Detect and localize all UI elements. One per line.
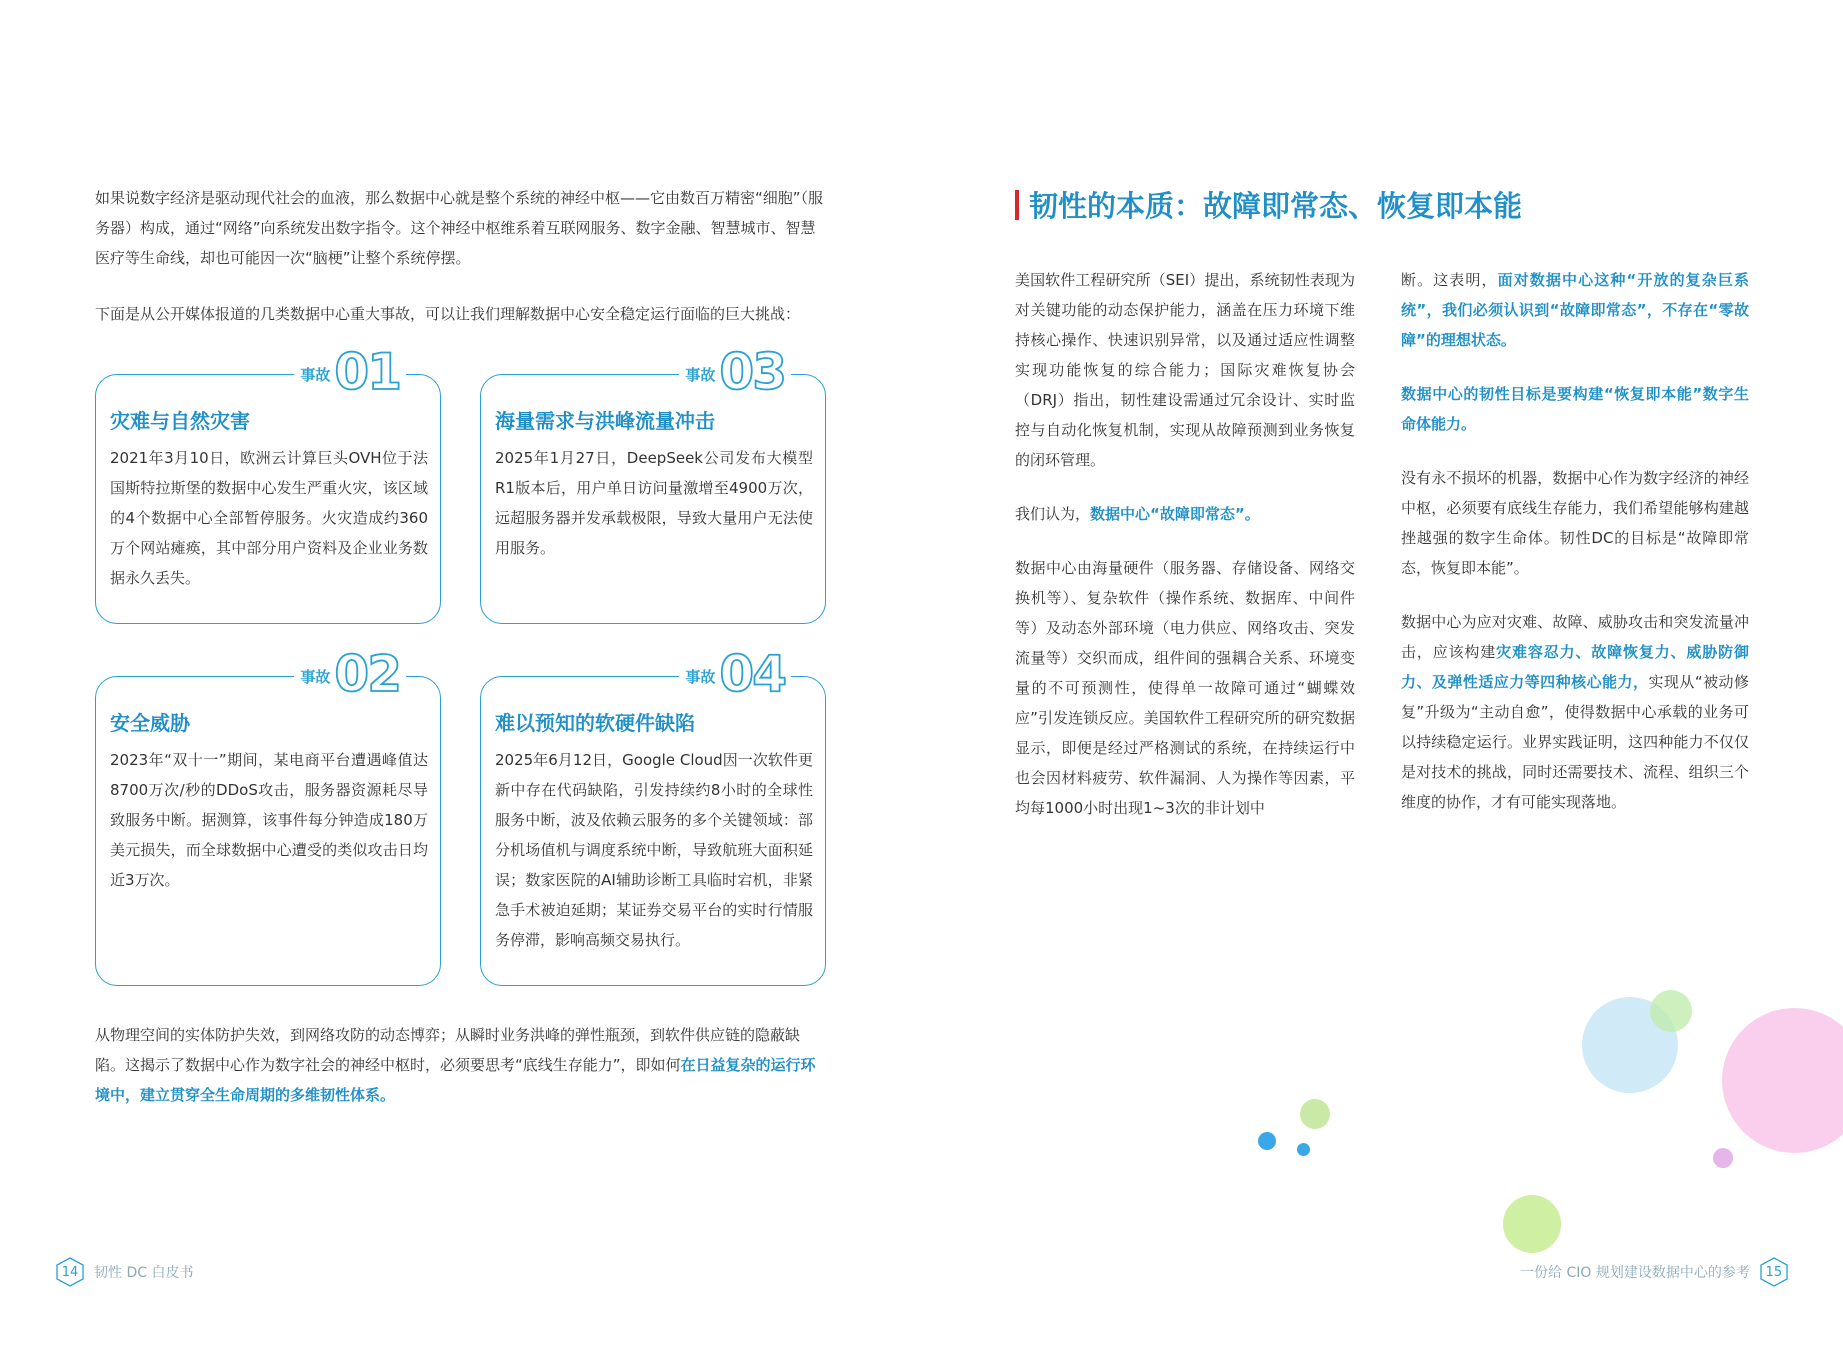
title-accent-bar (1015, 190, 1019, 220)
col2-paragraph-4 (1401, 607, 1749, 817)
left-page (0, 0, 921, 1346)
conclusion-text: 从物理空间的实体防护失效，到网络攻防的动态博弈；从瞬时业务洪峰的弹性瓶颈，到软件供应链的隐蔽缺陷。这揭示了数据中心作为数字社会的神经中枢时，必须要思考“底线生存能力”，即如何 (95, 1026, 801, 1074)
incident-title: 难以预知的软硬件缺陷 (495, 711, 695, 735)
incident-tag-label: 事故 (300, 366, 331, 384)
incident-card-03 (480, 343, 826, 624)
page-number-badge (56, 1257, 84, 1287)
right-column-2 (1401, 265, 1749, 841)
col1-paragraph-1: 美国软件工程研究所（SEI）提出，系统韧性表现为对关键功能的动态保护能力，涵盖在压力环境下维持核心操作、快速识别异常，以及通过适应性调整实现功能恢复的综合能力；国际灾难恢复协会（DRJ）指出，韧性建设需通过冗余设计、实时监控与自动化恢复机制，实现从故障预测到业务恢复的闭环管理。 (1015, 271, 1355, 469)
col2-paragraph-2: 数据中心的韧性目标是要构建“恢复即本能”数字生命体能力。 (1401, 385, 1749, 433)
footer-title: 韧性 DC 白皮书 (94, 1265, 194, 1281)
incident-title: 安全威胁 (110, 711, 190, 735)
col2-p4-text-post: 实现从“被动修复”升级为“主动自愈”，使得数据中心承载的业务可以持续稳定运行。业界实践证明，这四种能力不仅仅是对技术的挑战，同时还需要技术、流程、组织三个维度的协作，才有可能实现落地。 (1401, 673, 1749, 811)
incident-number: 03 (719, 343, 785, 401)
conclusion-highlight: 在日益复杂的运行环境中，建立贯穿全生命周期的多维韧性体系。 (95, 1056, 816, 1104)
footer-title: 一份给 CIO 规划建设数据中心的参考 (1520, 1265, 1750, 1281)
incident-text: 2021年3月10日，欧洲云计算巨头OVH位于法国斯特拉斯堡的数据中心发生严重火灾，该区域的4个数据中心全部暂停服务。火灾造成约360万个网站瘫痪，其中部分用户资料及企业业务数据永久丢失。 (110, 449, 428, 587)
incident-text: 2025年6月12日，Google Cloud因一次软件更新中存在代码缺陷，引发持续约8小时的全球性服务中断，波及依赖云服务的多个关键领域：部分机场值机与调度系统中断，导致航班大面积延误；数家医院的AI辅助诊断工具临时宕机，非紧急手术被迫延期；某证券交易平台的实时行情服务停滞，影响高频交易执行。 (495, 751, 813, 949)
incident-card-04 (480, 645, 826, 986)
incident-title: 海量需求与洪峰流量冲击 (495, 409, 715, 433)
decorative-bubble (1297, 1143, 1310, 1156)
incident-title: 灾难与自然灾害 (110, 409, 250, 433)
incident-tag-label: 事故 (300, 668, 331, 686)
incident-card-01 (95, 343, 441, 624)
incident-text: 2023年“双十一”期间，某电商平台遭遇峰值达8700万次/秒的DDoS攻击，服务器资源耗尽导致服务中断。据测算，该事件每分钟造成180万美元损失，而全球数据中心遭受的类似攻击日均近3万次。 (110, 751, 428, 889)
decorative-bubble (1258, 1132, 1276, 1150)
incident-text: 2025年1月27日，DeepSeek公司发布大模型R1版本后，用户单日访问量激增至4900万次，远超服务器并发承载极限，导致大量用户无法使用服务。 (495, 449, 813, 557)
decorative-bubble (1300, 1099, 1330, 1129)
col1-p2-text: 我们认为， (1015, 505, 1091, 523)
page-number-badge (1760, 1257, 1788, 1287)
lead-paragraph: 下面是从公开媒体报道的几类数据中心重大事故，可以让我们理解数据中心安全稳定运行面临的巨大挑战： (95, 305, 801, 323)
incident-number: 02 (334, 645, 400, 703)
col2-paragraph-1 (1401, 265, 1749, 355)
incident-number: 04 (719, 645, 785, 703)
incident-number: 01 (334, 343, 400, 401)
left-footer (56, 1257, 193, 1287)
decorative-bubble (1713, 1148, 1733, 1168)
decorative-bubble (1650, 990, 1692, 1032)
col2-p1-highlight: 面对数据中心这种“开放的复杂巨系统”，我们必须认识到“故障即常态”，不存在“零故障”的理想状态。 (1401, 271, 1749, 349)
col1-paragraph-3: 数据中心由海量硬件（服务器、存储设备、网络交换机等）、复杂软件（操作系统、数据库、中间件等）及动态外部环境（电力供应、网络攻击、突发流量等）交织而成，组件间的强耦合关系、环境变量的不可预测性，使得单一故障可通过“蝴蝶效应”引发连锁反应。美国软件工程研究所的研究数据显示，即便是经过严格测试的系统，在持续运行中也会因材料疲劳、软件漏洞、人为操作等因素，平均每1000小时出现1~3次的非计划中 (1015, 559, 1355, 817)
col1-paragraph-2 (1015, 499, 1355, 529)
incident-tag (679, 343, 791, 401)
incident-tag (679, 645, 791, 703)
col2-p4-text: 数据中心为应对灾难、故障、威胁攻击和突发流量冲击，应该构建 (1401, 613, 1749, 661)
incident-tag (294, 343, 406, 401)
intro-paragraph: 如果说数字经济是驱动现代社会的血液，那么数据中心就是整个系统的神经中枢——它由数百万精密“细胞”（服务器）构成，通过“网络”向系统发出数字指令。这个神经中枢维系着互联网服务、数字金融、智慧城市、智慧医疗等生命线，却也可能因一次“脑梗”让整个系统停摆。 (95, 189, 824, 267)
decorative-bubble (1722, 1008, 1843, 1153)
page-number: 14 (61, 1264, 79, 1280)
col1-p2-highlight: 数据中心“故障即常态”。 (1090, 505, 1260, 523)
decorative-bubble (1503, 1195, 1561, 1253)
incident-tag-label: 事故 (685, 366, 716, 384)
conclusion-paragraph (95, 1020, 827, 1110)
section-title: 韧性的本质：故障即常态、恢复即本能 (1029, 189, 1523, 223)
right-column-1 (1015, 265, 1355, 847)
page-number: 15 (1765, 1264, 1783, 1280)
col2-paragraph-3: 没有永不损坏的机器，数据中心作为数字经济的神经中枢，必须要有底线生存能力，我们希望能够构建越挫越强的数字生命体。韧性DC的目标是“故障即常态，恢复即本能”。 (1401, 469, 1749, 577)
col2-p1-text: 断。这表明， (1401, 271, 1498, 289)
right-footer (1520, 1257, 1788, 1287)
col2-p4-highlight: 灾难容忍力、故障恢复力、威胁防御力、及弹性适应力等四种核心能力， (1401, 643, 1749, 691)
incident-tag (294, 645, 406, 703)
incident-tag-label: 事故 (685, 668, 716, 686)
incident-card-02 (95, 645, 441, 986)
